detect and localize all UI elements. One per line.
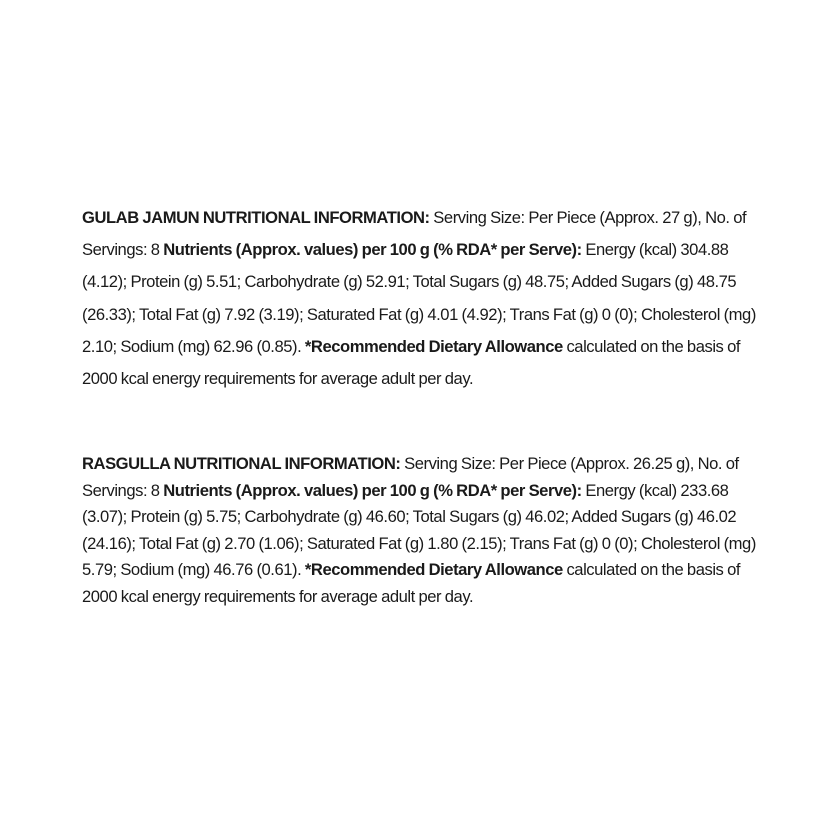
rasgulla-nutrient-values: Energy (kcal) 233.68 (3.07); Protein (g) 5.75; Carbohydrate (g) 46.60; Total Sugars (g) 46.02; Added Sugars (g) 46.02 (24.16); Total Fat (g) 2.70 (1.06); Saturated Fat (g) 1.80 (2.15); Trans Fat (g) 0 (0); Cholesterol (mg) 5.79; Sodium (mg) 46.76 (0.61). <box>82 480 756 580</box>
gulab-jamun-nutrition-block <box>82 202 762 395</box>
rasgulla-heading: RASGULLA NUTRITIONAL INFORMATION: <box>82 454 401 473</box>
rasgulla-rda-text: calculated on the basis of 2000 kcal energy requirements for average adult per day. <box>82 560 741 606</box>
gulab-jamun-nutrient-values: Energy (kcal) 304.88 (4.12); Protein (g) 5.51; Carbohydrate (g) 52.91; Total Sugars (g) 48.75; Added Sugars (g) 48.75 (26.33); Total Fat (g) 7.92 (3.19); Saturated Fat (g) 4.01 (4.92); Trans Fat (g) 0 (0); Cholesterol (mg) 2.10; Sodium (mg) 62.96 (0.85). <box>82 240 756 356</box>
gulab-jamun-nutrients-heading: Nutrients (Approx. values) per 100 g (% RDA* per Serve): <box>163 240 582 260</box>
gulab-jamun-serving-info: Serving Size: Per Piece (Approx. 27 g), No. of Servings: 8 <box>82 208 747 260</box>
rasgulla-nutrition-block <box>82 451 762 611</box>
rasgulla-rda-heading: *Recommended Dietary Allowance <box>304 560 563 580</box>
gulab-jamun-rda-heading: *Recommended Dietary Allowance <box>304 336 563 356</box>
gulab-jamun-heading: GULAB JAMUN NUTRITIONAL INFORMATION: <box>82 208 430 227</box>
rasgulla-nutrients-heading: Nutrients (Approx. values) per 100 g (% RDA* per Serve): <box>163 480 582 500</box>
gulab-jamun-rda-text: calculated on the basis of 2000 kcal energy requirements for average adult per day. <box>82 336 741 389</box>
rasgulla-serving-info: Serving Size: Per Piece (Approx. 26.25 g), No. of Servings: 8 <box>82 454 739 500</box>
